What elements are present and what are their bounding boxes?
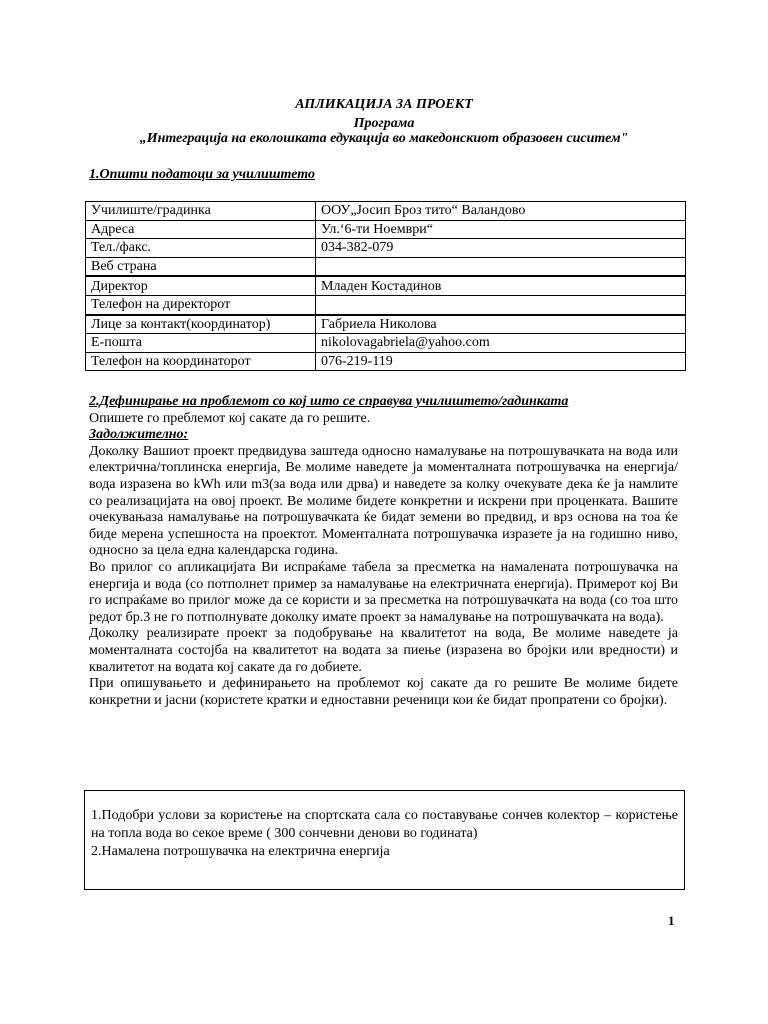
table-value: 034-382-079 xyxy=(316,239,686,258)
table-row xyxy=(86,220,686,239)
table-value: Габриела Николова xyxy=(316,315,686,334)
table-row xyxy=(86,239,686,258)
table-value: Ул.‘6-ти Ноември“ xyxy=(316,220,686,239)
section2-body xyxy=(89,394,678,709)
table-row xyxy=(86,276,686,295)
table-key: Веб страна xyxy=(86,257,316,276)
paragraph: Доколку Вашиот проект предвидува заштеда односно намалување на потрошувачката на вода или електрична/топлинска енергија, Ве молиме наведете ја моменталната потрошувачка на енергија/вода изразена во kWh или m3(за вода или дрва) и наведете за колку очекувате дека ќе ја намлите со реализацијата на овој проект. Ве молиме бидете конкретни и искрени при проценката. Вашите очекувањаза намалување на потрошувачката ќе бидат земени во предвид, и врз основа на тоа ќе биде мерена успешноста на проектот. Моменталната потрошувачка изразете ја на годишно ниво, односно за цела една календарска година. xyxy=(89,443,678,559)
document-subtitle: Програма xyxy=(353,116,415,131)
table-row xyxy=(86,334,686,353)
table-key: Лице за контакт(координатор) xyxy=(86,315,316,334)
section2-heading: 2.Дефинирање на проблемот со кој што се справува училиштето/гадинката xyxy=(89,394,569,409)
page-number: 1 xyxy=(668,913,675,928)
problem-answer-box xyxy=(84,790,685,890)
answer-line: 2.Намалена потрошувачка на електрична енергија xyxy=(91,844,390,859)
table-value xyxy=(316,295,686,314)
school-info-table xyxy=(85,201,686,371)
table-key: Училиште/градинка xyxy=(86,202,316,221)
table-value: Младен Костадинов xyxy=(316,276,686,295)
answer-line: 1.Подобри услови за користење на спортската сала со поставување сончев колектор – користење на топла вода во секое време ( 300 сончевни денови во годината) xyxy=(91,808,678,841)
mandatory-label: Задолжително: xyxy=(89,427,189,443)
table-key: Е-пошта xyxy=(86,334,316,353)
table-value xyxy=(316,257,686,276)
section1-heading: 1.Општи податоци за училиштето xyxy=(89,167,315,182)
program-name: „Интеграција на еколошката едукација во македонскиот образовен сиситем" xyxy=(139,131,629,146)
paragraph: Доколку реализирате проект за подобрување на квалитетот на вода, Ве молиме наведете ја моменталната состојба на квалитетот на водата за пиење (изразена во бројки или вредности) и квалитетот на водата кој сакате да го добиете. xyxy=(89,626,678,675)
table-row xyxy=(86,257,686,276)
table-row xyxy=(86,202,686,221)
paragraph: При опишувањето и дефинирањето на проблемот кој сакате да го решите Ве молиме бидете конкретни и јасни (користете кратки и едноставни реченици кои ќе бидат пропратени со бројки). xyxy=(89,676,678,708)
table-key: Тел./факс. xyxy=(86,239,316,258)
table-key: Телефон на координаторот xyxy=(86,352,316,371)
section2-prompt: Опишете го преблемот кој сакате да го решите. xyxy=(89,410,371,426)
table-key: Адреса xyxy=(86,220,316,239)
table-value: nikolovagabriela@yahoo.com xyxy=(316,334,686,353)
document-title: АПЛИКАЦИЈА ЗА ПРОЕКТ xyxy=(295,97,473,112)
table-key: Телефон на директорот xyxy=(86,295,316,314)
paragraph: Во прилог со апликацијата Ви испраќаме табела за пресметка на намалената потрошувачка на енергија и вода (со потполнет пример за намалување на електричната енергија). Примерот кој Ви го испраќаме во прилог може да се користи и за пресметка на потрошувачката на вода (со тоа што редот бр.3 не го потполнувате доколку имате проект за намалување на потрошувачката на вода). xyxy=(89,559,678,625)
table-value: ООУ„Јосип Броз тито“ Валандово xyxy=(316,202,686,221)
table-row xyxy=(86,352,686,371)
table-row xyxy=(86,295,686,314)
table-key: Директор xyxy=(86,276,316,295)
table-value: 076-219-119 xyxy=(316,352,686,371)
table-row xyxy=(86,315,686,334)
